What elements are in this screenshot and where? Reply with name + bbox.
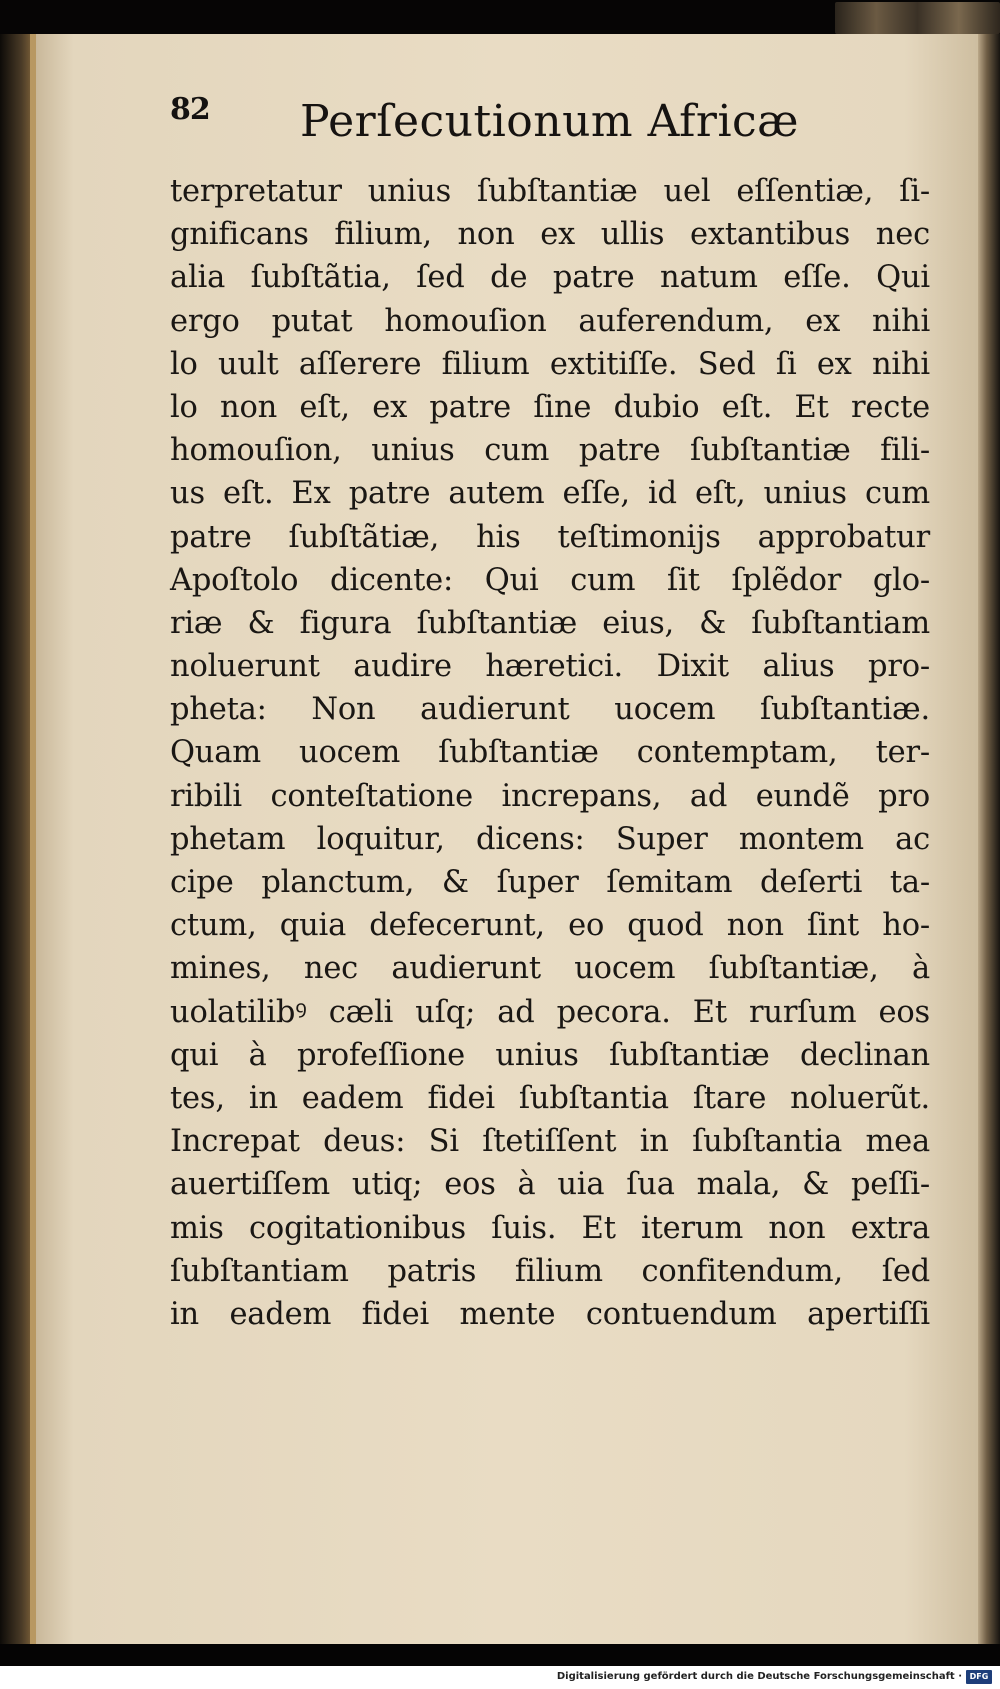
text-line: tes, in eadem fidei ſubſtantia ſtare noluerũt. xyxy=(170,1080,930,1116)
book-binding-right xyxy=(978,34,1000,1644)
text-line: alia ſubſtãtia, ſed de patre natum eſſe. Qui xyxy=(170,260,930,296)
text-line: auertiſſem utiq; eos à uia ſua mala, & peſſi- xyxy=(170,1167,930,1203)
page-number: 82 xyxy=(170,92,210,127)
text-line: ſubſtantiam patris filium confitendum, ſed xyxy=(170,1253,930,1289)
book-top-edge xyxy=(835,2,1000,34)
text-line: qui à profeſſione unius ſubſtantiæ declinan xyxy=(170,1037,930,1073)
text-line: homouſion, unius cum patre ſubſtantiæ fili- xyxy=(170,433,930,469)
text-line: lo non eſt, ex patre ſine dubio eſt. Et recte xyxy=(170,389,930,425)
text-line: gnificans filium, non ex ullis extantibus nec xyxy=(170,217,930,253)
text-line: ribili conteſtatione increpans, ad eundẽ pro xyxy=(170,778,930,814)
text-line: us eſt. Ex patre autem eſſe, id eſt, unius cum xyxy=(170,476,930,512)
scan-bottom-border xyxy=(0,1644,1000,1666)
text-line: Apoſtolo dicente: Qui cum ſit ſplẽdor glo- xyxy=(170,562,930,598)
footer-credit: Digitalisierung gefördert durch die Deutsche Forschungsgemeinschaft · xyxy=(556,1671,962,1682)
text-line: mis cogitationibus ſuis. Et iterum non extra xyxy=(170,1210,930,1246)
text-line: in eadem fidei mente contuendum apertiſſi xyxy=(170,1296,930,1332)
text-line: pheta: Non audierunt uocem ſubſtantiæ. xyxy=(170,692,930,728)
running-head: Perſecutionum Africæ xyxy=(300,96,800,147)
text-block xyxy=(170,170,930,1336)
dfg-logo-icon: DFG xyxy=(966,1670,992,1684)
text-line: riæ & figura ſubſtantiæ eius, & ſubſtantiam xyxy=(170,605,930,641)
text-line: uolatilibꝰ cæli uſq; ad pecora. Et rurſum eos xyxy=(170,994,930,1030)
text-line: phetam loquitur, dicens: Super montem ac xyxy=(170,821,930,857)
text-line: noluerunt audire hæretici. Dixit alius pro- xyxy=(170,649,930,685)
text-line: Increpat deus: Si ſtetiſſent in ſubſtantia mea xyxy=(170,1124,930,1160)
text-line: terpretatur unius ſubſtantiæ uel eſſentiæ, ſi- xyxy=(170,174,930,209)
text-line: ergo putat homouſion auferendum, ex nihi xyxy=(170,303,930,339)
text-line: mines, nec audierunt uocem ſubſtantiæ, à xyxy=(170,951,930,987)
text-line: patre ſubſtãtiæ, his teſtimonijs approbatur xyxy=(170,519,930,555)
text-line: lo uult aſſerere filium extitiſſe. Sed ſi ex nihi xyxy=(170,346,930,382)
text-line: ctum, quia defecerunt, eo quod non ſint ho- xyxy=(170,908,930,944)
text-line: Quam uocem ſubſtantiæ contemptam, ter- xyxy=(170,735,930,771)
text-line: cipe planctum, & ſuper ſemitam deſerti ta- xyxy=(170,865,930,900)
digitization-footer xyxy=(0,1666,1000,1689)
